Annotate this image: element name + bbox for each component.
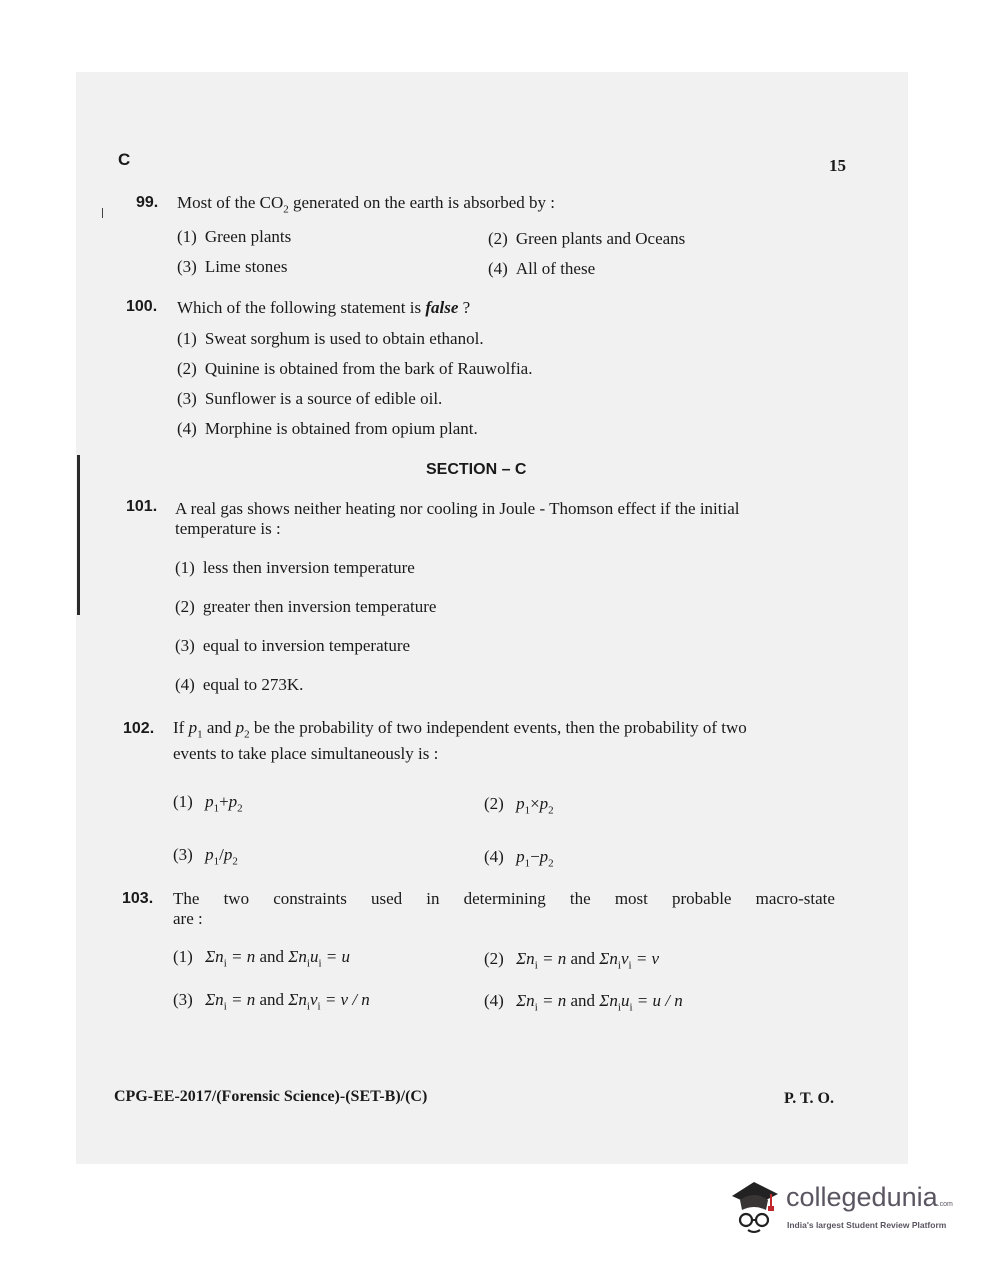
- option: (4) $p_1-p_2$: [484, 847, 554, 870]
- question-text: Which of the following statement is false ?: [177, 298, 471, 317]
- question-text: If $p_1$ and $p_2$ be the probability of two independent events, then the probability of two: [173, 718, 747, 741]
- option: (2) Green plants and Oceans: [488, 229, 686, 248]
- question-text-cont: temperature is :: [175, 519, 281, 538]
- option: (3) $\Sigma n_i = n$ and $\Sigma n_iv_i = v / n$: [173, 990, 370, 1013]
- option: (2) Quinine is obtained from the bark of Rauwolfia.: [177, 359, 533, 378]
- margin-tick: [102, 208, 103, 218]
- question-number: 102.: [123, 720, 155, 737]
- question-text-cont: events to take place simultaneously is :: [173, 744, 439, 763]
- option: (2) $p_1\times p_2$: [484, 794, 554, 817]
- question-text-cont: are :: [173, 909, 203, 928]
- brand-name: collegedunia.com: [786, 1182, 953, 1212]
- option: (4) Morphine is obtained from opium plant.: [177, 419, 478, 438]
- option: (2) greater then inversion temperature: [175, 597, 437, 616]
- question-text: A real gas shows neither heating nor cooling in Joule - Thomson effect if the initial: [175, 499, 740, 518]
- section-title: SECTION – C: [426, 461, 527, 478]
- question-number: 100.: [126, 298, 158, 315]
- brand-tagline: India's largest Student Review Platform: [787, 1220, 947, 1230]
- margin-mark: [77, 455, 80, 615]
- pto-label: P. T. O.: [784, 1090, 834, 1107]
- option: (1) less then inversion temperature: [175, 558, 415, 577]
- option: (3) $p_1/p_2$: [173, 845, 238, 868]
- exam-code: CPG-EE-2017/(Forensic Science)-(SET-B)/(C): [114, 1088, 428, 1105]
- option: (4) $\Sigma n_i = n$ and $\Sigma n_iu_i = u / n$: [484, 991, 683, 1014]
- question-text: The two constraints used in determining the most probable macro-state: [173, 889, 835, 908]
- question-number: 99.: [136, 194, 159, 211]
- question-number: 101.: [126, 498, 158, 515]
- option: (1) Green plants: [177, 227, 292, 246]
- option: (1) Sweat sorghum is used to obtain ethanol.: [177, 329, 484, 348]
- option: (3) Sunflower is a source of edible oil.: [177, 389, 443, 408]
- option: (3) Lime stones: [177, 257, 288, 276]
- question-text: Most of the $CO_2$ generated on the earth is absorbed by :: [177, 193, 555, 216]
- question-number: 103.: [122, 890, 154, 907]
- option: (1) $\Sigma n_i = n$ and $\Sigma n_iu_i = u$: [173, 947, 350, 970]
- option: (4) equal to 273K.: [175, 675, 304, 694]
- page-number: 15: [829, 156, 846, 175]
- collegedunia-logo: [726, 1176, 958, 1242]
- set-letter: C: [118, 150, 131, 169]
- option: (4) All of these: [488, 259, 596, 278]
- option: (3) equal to inversion temperature: [175, 636, 411, 655]
- option: (1) $p_1+p_2$: [173, 792, 243, 815]
- graduate-cap-icon: [726, 1176, 782, 1238]
- option: (2) $\Sigma n_i = n$ and $\Sigma n_iv_i = v$: [484, 949, 660, 972]
